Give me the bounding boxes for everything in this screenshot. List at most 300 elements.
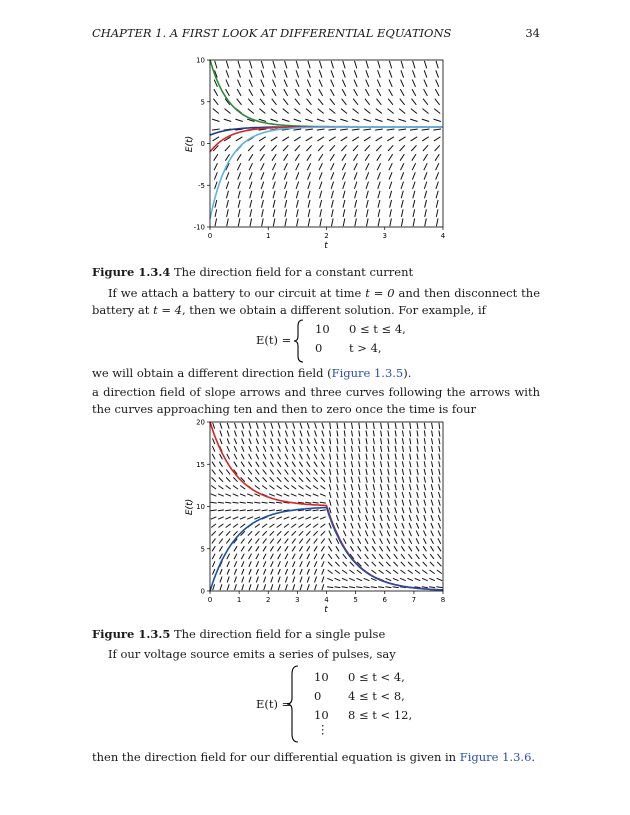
slope-arrow bbox=[214, 163, 217, 170]
slope-arrow bbox=[378, 191, 380, 199]
slope-arrow bbox=[271, 446, 274, 452]
slope-arrow bbox=[329, 484, 331, 490]
slope-arrow bbox=[422, 119, 429, 121]
slope-arrow bbox=[436, 219, 438, 227]
slope-arrow bbox=[237, 163, 240, 170]
slope-arrow bbox=[344, 477, 345, 483]
slope-arrow bbox=[225, 145, 230, 151]
slope-arrow bbox=[402, 477, 404, 483]
slope-arrow bbox=[320, 61, 322, 69]
direction-field bbox=[212, 61, 441, 226]
slope-arrow bbox=[313, 494, 319, 496]
slope-arrow bbox=[293, 584, 295, 590]
slope-arrow bbox=[278, 584, 280, 590]
slope-arrow bbox=[220, 569, 222, 575]
slope-arrow bbox=[424, 446, 425, 452]
slope-arrow bbox=[438, 554, 442, 559]
solution-curve-light-blue bbox=[210, 127, 443, 219]
slope-arrow bbox=[320, 219, 322, 227]
slope-arrow bbox=[352, 137, 359, 141]
slope-arrow bbox=[364, 119, 371, 121]
slope-arrow bbox=[341, 145, 346, 151]
slope-arrow bbox=[284, 486, 289, 490]
slope-arrow bbox=[313, 502, 319, 503]
slope-arrow bbox=[227, 554, 230, 559]
slope-arrow bbox=[401, 172, 404, 179]
slope-arrow bbox=[241, 554, 244, 559]
slope-arrow bbox=[237, 154, 241, 161]
slope-arrow bbox=[225, 154, 229, 161]
equation-lhs: E(t) = bbox=[256, 333, 292, 347]
eq2-row1-cond: 0 ≤ t < 4, bbox=[348, 670, 405, 684]
slope-arrow bbox=[278, 462, 281, 467]
slope-arrow bbox=[395, 492, 397, 498]
slope-arrow bbox=[334, 587, 340, 588]
slope-arrow bbox=[424, 423, 425, 429]
slope-arrow bbox=[272, 89, 276, 96]
slope-arrow bbox=[285, 577, 287, 583]
slope-arrow bbox=[366, 423, 367, 429]
slope-arrow bbox=[351, 531, 354, 537]
slope-arrow bbox=[322, 446, 325, 452]
slope-arrow bbox=[299, 546, 302, 551]
solution-curve-green bbox=[210, 60, 443, 127]
slope-arrow bbox=[296, 89, 300, 96]
slope-arrow bbox=[225, 510, 231, 511]
slope-arrow bbox=[322, 584, 324, 590]
slope-arrow bbox=[278, 546, 281, 551]
slope-arrow bbox=[415, 570, 420, 574]
slope-arrow bbox=[436, 182, 439, 189]
slope-arrow bbox=[271, 431, 273, 437]
eq1-case1-value: 10 bbox=[315, 322, 330, 336]
slope-arrow bbox=[307, 577, 309, 583]
slope-arrow bbox=[342, 154, 346, 161]
slope-arrow bbox=[341, 137, 348, 141]
slope-arrow bbox=[249, 454, 252, 459]
slope-arrow bbox=[285, 61, 287, 69]
slope-arrow bbox=[328, 570, 333, 574]
caption-text: The direction field for a constant current bbox=[173, 265, 414, 279]
slope-arrow bbox=[344, 461, 345, 467]
slope-arrow bbox=[413, 61, 415, 69]
x-tick-label: 3 bbox=[295, 596, 300, 604]
slope-arrow bbox=[329, 109, 335, 114]
slope-arrow bbox=[215, 209, 217, 217]
slope-arrow bbox=[395, 461, 396, 467]
slope-arrow bbox=[410, 129, 418, 130]
slope-arrow bbox=[307, 99, 312, 105]
slope-arrow bbox=[412, 89, 416, 96]
slope-arrow bbox=[308, 182, 311, 189]
slope-arrow bbox=[296, 191, 298, 199]
slope-arrow bbox=[330, 438, 331, 444]
slope-arrow bbox=[212, 561, 215, 567]
slope-arrow bbox=[349, 587, 355, 588]
slope-arrow bbox=[381, 461, 382, 467]
text: we will obtain a different direction field ( bbox=[92, 366, 332, 380]
slope-arrow bbox=[437, 578, 443, 580]
slope-arrow bbox=[264, 438, 266, 444]
slope-arrow bbox=[344, 507, 346, 513]
slope-arrow bbox=[340, 129, 348, 130]
slope-arrow bbox=[380, 492, 382, 498]
slope-arrow bbox=[366, 507, 368, 513]
slope-arrow bbox=[306, 486, 311, 490]
slope-arrow bbox=[285, 446, 288, 452]
slope-arrow bbox=[378, 587, 384, 588]
slope-arrow bbox=[271, 423, 273, 429]
slope-arrow bbox=[425, 219, 427, 227]
slope-arrow bbox=[247, 502, 253, 503]
slope-arrow bbox=[378, 172, 381, 179]
slope-arrow bbox=[254, 502, 260, 503]
slope-arrow bbox=[351, 523, 353, 529]
text: . bbox=[531, 750, 536, 764]
slope-arrow bbox=[247, 510, 253, 511]
slope-arrow bbox=[358, 507, 360, 513]
slope-arrow bbox=[389, 182, 392, 189]
eq2-row2-cond: 4 ≤ t < 8, bbox=[348, 689, 405, 703]
slope-arrow bbox=[285, 209, 287, 217]
slope-arrow bbox=[261, 172, 264, 179]
slope-arrow bbox=[321, 546, 324, 551]
slope-arrow bbox=[320, 191, 322, 199]
slope-arrow bbox=[238, 191, 240, 199]
slope-arrow bbox=[413, 182, 416, 189]
slope-arrow bbox=[437, 562, 441, 566]
slope-arrow bbox=[387, 119, 394, 121]
slope-arrow bbox=[377, 154, 381, 161]
slope-arrow bbox=[387, 523, 389, 529]
slope-arrow bbox=[424, 461, 425, 467]
slope-arrow bbox=[417, 500, 419, 506]
slope-arrow bbox=[431, 477, 432, 483]
slope-arrow bbox=[390, 191, 392, 199]
slope-arrow bbox=[273, 182, 276, 189]
slope-arrow bbox=[364, 587, 370, 588]
slope-arrow bbox=[329, 531, 332, 537]
slope-arrow bbox=[219, 546, 222, 551]
slope-arrow bbox=[353, 109, 359, 114]
figure-link[interactable]: Figure 1.3.6 bbox=[459, 750, 532, 764]
slope-arrow bbox=[329, 523, 331, 529]
slope-arrow bbox=[306, 494, 312, 496]
slope-arrow bbox=[242, 561, 245, 567]
slope-arrow bbox=[373, 484, 375, 490]
slope-arrow bbox=[436, 587, 442, 588]
slope-arrow bbox=[233, 517, 239, 519]
slope-arrow bbox=[308, 219, 310, 227]
slope-arrow bbox=[417, 438, 418, 444]
x-tick-label: 3 bbox=[382, 232, 387, 240]
slope-arrow bbox=[307, 80, 310, 87]
slope-arrow bbox=[238, 200, 240, 208]
x-tick-label: 7 bbox=[411, 596, 417, 604]
slope-arrow bbox=[218, 524, 223, 528]
slope-arrow bbox=[429, 587, 435, 588]
slope-arrow bbox=[242, 446, 245, 452]
slope-arrow bbox=[394, 562, 398, 566]
slope-arrow bbox=[292, 531, 296, 535]
slope-arrow bbox=[434, 109, 440, 114]
slope-arrow bbox=[292, 546, 295, 551]
slope-arrow bbox=[401, 562, 405, 566]
slope-arrow bbox=[271, 584, 273, 590]
slope-arrow bbox=[358, 538, 361, 543]
slope-arrow bbox=[372, 562, 376, 566]
slope-arrow bbox=[285, 554, 288, 559]
slope-arrow bbox=[380, 538, 383, 543]
slope-arrow bbox=[359, 469, 360, 475]
slope-arrow bbox=[238, 182, 241, 189]
slope-arrow bbox=[285, 182, 288, 189]
slope-arrow bbox=[261, 61, 263, 69]
slope-arrow bbox=[437, 570, 442, 574]
slope-arrow bbox=[380, 515, 382, 521]
slope-arrow bbox=[410, 423, 411, 429]
slope-arrow bbox=[241, 470, 245, 475]
slope-arrow bbox=[373, 446, 374, 452]
slope-arrow bbox=[410, 461, 411, 467]
slope-arrow bbox=[431, 484, 433, 490]
slope-arrow bbox=[367, 219, 369, 227]
slope-arrow bbox=[371, 587, 377, 588]
math-inline: t = 4 bbox=[153, 302, 182, 317]
x-tick-label: 5 bbox=[353, 596, 358, 604]
slope-arrow bbox=[381, 423, 382, 429]
slope-arrow bbox=[390, 200, 392, 208]
page-number: 34 bbox=[525, 26, 540, 40]
slope-arrow bbox=[408, 562, 412, 566]
slope-arrow bbox=[313, 524, 318, 528]
slope-arrow bbox=[424, 507, 426, 513]
figure-link[interactable]: Figure 1.3.5 bbox=[331, 366, 404, 380]
y-tick-label: 0 bbox=[200, 587, 205, 596]
slope-arrow bbox=[314, 539, 318, 544]
slope-arrow bbox=[293, 446, 296, 452]
slope-arrow bbox=[212, 477, 216, 481]
slope-arrow bbox=[318, 109, 324, 114]
slope-arrow bbox=[261, 70, 264, 77]
slope-arrow bbox=[366, 500, 368, 506]
slope-arrow bbox=[313, 510, 319, 511]
slope-arrow bbox=[282, 137, 289, 141]
slope-arrow bbox=[351, 477, 352, 483]
solution-curves bbox=[210, 60, 443, 219]
slope-arrow bbox=[256, 577, 258, 583]
slope-arrow bbox=[248, 145, 253, 151]
slope-arrow bbox=[409, 500, 411, 506]
slope-arrow bbox=[401, 163, 404, 170]
paragraph-battery bbox=[92, 285, 540, 318]
slope-arrow bbox=[365, 145, 370, 151]
slope-arrow bbox=[343, 172, 346, 179]
slope-arrow bbox=[400, 578, 406, 580]
slope-arrow bbox=[227, 438, 229, 444]
slope-arrow bbox=[412, 172, 415, 179]
slope-arrow bbox=[300, 446, 303, 452]
slope-arrow bbox=[262, 502, 268, 503]
slope-arrow bbox=[218, 510, 224, 511]
slope-arrow bbox=[364, 562, 368, 566]
slope-arrow bbox=[294, 109, 300, 114]
slope-arrow bbox=[262, 486, 267, 490]
slope-arrow bbox=[321, 539, 325, 544]
slope-arrow bbox=[296, 61, 298, 69]
slope-arrow bbox=[439, 454, 440, 460]
slope-arrow bbox=[314, 569, 316, 575]
slope-arrow bbox=[213, 109, 219, 114]
slope-arrow bbox=[342, 570, 347, 574]
slope-arrow bbox=[285, 539, 289, 544]
slope-arrow bbox=[300, 431, 302, 437]
y-tick-label: 10 bbox=[196, 503, 205, 511]
slope-arrow bbox=[412, 154, 416, 161]
slope-arrow bbox=[380, 477, 381, 483]
slope-arrow bbox=[337, 500, 339, 506]
slope-arrow bbox=[340, 119, 347, 121]
slope-arrow bbox=[218, 486, 223, 490]
slope-arrow bbox=[294, 137, 301, 141]
slope-arrow bbox=[365, 99, 370, 105]
slope-arrow bbox=[366, 61, 368, 69]
slope-arrow bbox=[399, 109, 405, 114]
slope-arrow bbox=[425, 191, 427, 199]
slope-arrow bbox=[261, 80, 264, 87]
slope-arrow bbox=[364, 578, 370, 580]
slope-arrow bbox=[388, 438, 389, 444]
slope-arrow bbox=[409, 492, 411, 498]
slope-arrow bbox=[227, 577, 229, 583]
slope-arrow bbox=[337, 484, 339, 490]
slope-arrow bbox=[261, 191, 263, 199]
text: then the direction field for our differential equation is given in bbox=[92, 750, 460, 764]
slope-arrow bbox=[220, 431, 222, 437]
slope-arrow bbox=[272, 154, 276, 161]
slope-arrow bbox=[299, 486, 304, 490]
slope-arrow bbox=[212, 546, 215, 551]
slope-arrow bbox=[291, 524, 296, 528]
slope-arrow bbox=[218, 502, 224, 503]
slope-arrow bbox=[300, 561, 303, 567]
slope-arrow bbox=[249, 446, 252, 452]
slope-arrow bbox=[395, 431, 396, 437]
slope-arrow bbox=[220, 438, 222, 444]
slope-arrow bbox=[388, 492, 390, 498]
slope-arrow bbox=[410, 469, 411, 475]
slope-arrow bbox=[417, 461, 418, 467]
slope-arrow bbox=[425, 200, 427, 208]
slope-arrow bbox=[422, 137, 429, 141]
slope-arrow bbox=[424, 484, 426, 490]
slope-arrow bbox=[227, 561, 230, 567]
slope-arrow bbox=[292, 477, 296, 481]
slope-arrow bbox=[431, 538, 434, 543]
slope-arrow bbox=[398, 129, 406, 130]
y-tick-label: -10 bbox=[193, 223, 205, 232]
slope-arrow bbox=[235, 119, 242, 121]
slope-arrow bbox=[296, 163, 299, 170]
slope-arrow bbox=[272, 163, 275, 170]
slope-arrow bbox=[423, 538, 426, 543]
slope-arrow bbox=[284, 477, 288, 481]
slope-arrow bbox=[431, 531, 434, 537]
slope-arrow bbox=[227, 200, 229, 208]
slope-arrow bbox=[294, 119, 301, 121]
slope-arrow bbox=[277, 531, 281, 535]
slope-arrow bbox=[351, 500, 353, 506]
slope-arrow bbox=[430, 554, 434, 559]
slope-arrow bbox=[439, 461, 440, 467]
slope-arrow bbox=[269, 494, 275, 496]
slope-arrow bbox=[256, 569, 258, 575]
slope-arrow bbox=[366, 209, 368, 217]
slope-arrow bbox=[401, 546, 404, 551]
slope-arrow bbox=[220, 554, 223, 559]
slope-arrow bbox=[273, 70, 276, 77]
slope-arrow bbox=[388, 461, 389, 467]
figure-1-3-5-caption bbox=[92, 627, 385, 641]
slope-arrow bbox=[389, 163, 392, 170]
slope-arrow bbox=[313, 477, 317, 481]
slope-arrow bbox=[402, 531, 405, 537]
slope-arrow bbox=[349, 578, 355, 580]
slope-arrow bbox=[273, 219, 275, 227]
slope-arrow bbox=[388, 454, 389, 460]
page-header bbox=[92, 26, 540, 40]
slope-arrow bbox=[330, 431, 331, 437]
slope-arrow bbox=[343, 200, 345, 208]
slope-arrow bbox=[329, 492, 331, 498]
slope-arrow bbox=[380, 484, 382, 490]
slope-arrow bbox=[329, 546, 332, 551]
slope-arrow bbox=[307, 89, 311, 96]
slope-arrow bbox=[435, 145, 440, 151]
slope-arrow bbox=[395, 469, 396, 475]
slope-arrow bbox=[263, 554, 266, 559]
slope-arrow bbox=[354, 182, 357, 189]
slope-arrow bbox=[373, 423, 374, 429]
slope-arrow bbox=[411, 109, 417, 114]
slope-arrow bbox=[342, 99, 347, 105]
slope-arrow bbox=[240, 517, 246, 519]
slope-arrow bbox=[400, 89, 404, 96]
slope-arrow bbox=[300, 438, 302, 444]
slope-arrow bbox=[359, 492, 361, 498]
slope-arrow bbox=[435, 99, 440, 105]
slope-arrow bbox=[354, 172, 357, 179]
eq2-row3-cond: 8 ≤ t < 12, bbox=[348, 708, 413, 722]
slope-arrow bbox=[322, 561, 325, 567]
slope-arrow bbox=[330, 469, 331, 475]
slope-arrow bbox=[273, 200, 275, 208]
slope-arrow bbox=[388, 99, 393, 105]
slope-arrow bbox=[429, 578, 435, 580]
slope-arrow bbox=[297, 209, 299, 217]
slope-arrow bbox=[359, 431, 360, 437]
slope-arrow bbox=[388, 145, 393, 151]
slope-arrow bbox=[380, 500, 382, 506]
solution-curve-red bbox=[210, 422, 443, 590]
slope-arrow bbox=[401, 209, 403, 217]
slope-arrow bbox=[308, 200, 310, 208]
slope-arrow bbox=[277, 539, 281, 544]
slope-arrow bbox=[250, 219, 252, 227]
slope-arrow bbox=[411, 137, 418, 141]
slope-arrow bbox=[355, 209, 357, 217]
slope-arrow bbox=[292, 554, 295, 559]
